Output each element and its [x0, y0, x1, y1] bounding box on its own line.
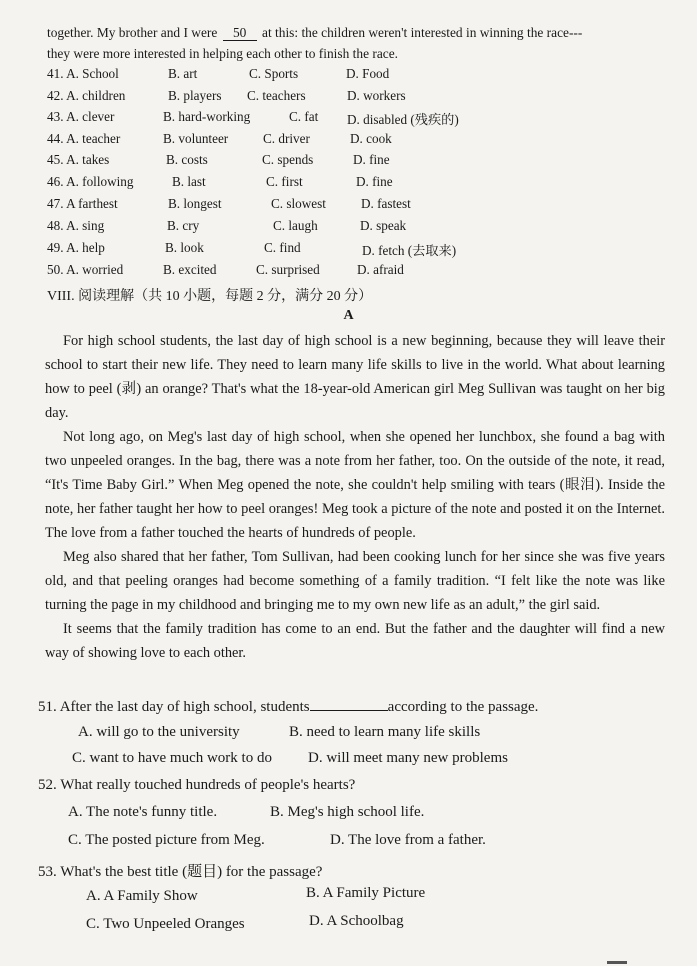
- answer-option-c: C. want to have much work to do: [72, 750, 272, 766]
- option-row-49: [0, 240, 697, 260]
- option-b: B. last: [172, 174, 206, 189]
- answer-option-d: D. A Schoolbag: [309, 913, 404, 929]
- option-d: D. fetch (去取来): [362, 243, 457, 258]
- option-c: C. fat: [289, 109, 319, 124]
- passage-body: [45, 329, 665, 665]
- answer-option-b: B. A Family Picture: [306, 885, 426, 901]
- question-52: [38, 777, 355, 794]
- passage-heading: A: [343, 308, 354, 323]
- option-row-45: [0, 152, 697, 172]
- question-number: 46.: [47, 174, 64, 189]
- blank-50: 50: [223, 26, 257, 41]
- option-a: [47, 88, 125, 104]
- question-number: 47.: [47, 196, 64, 211]
- question-stem-pre: After the last day of high school, students: [59, 699, 310, 715]
- option-d: D. disabled (残疾的): [347, 112, 459, 127]
- passage-paragraph-2: Not long ago, on Meg's last day of high school, when she opened her lunchbox, she found a bag with two unpeeled oranges. In the bag, there was a note from her father, too. On the outside of the note, it read, “It's Time Baby Girl.” When Meg opened the note, she couldn't help smiling with tears (眼泪). Inside the note, her father taught her how to peel oranges! Meg took a picture of the note and posted it on the Internet. The love from a father touched the hearts of hundreds of people.: [45, 429, 665, 541]
- option-b: B. volunteer: [163, 131, 229, 146]
- option-row-43: [0, 109, 697, 129]
- option-c: C. Sports: [249, 66, 299, 81]
- option-row-48: [0, 218, 697, 238]
- answer-option-a: A. A Family Show: [86, 888, 198, 904]
- answer-option-c: C. Two Unpeeled Oranges: [86, 916, 245, 932]
- option-row-41: [0, 66, 697, 86]
- option-c: C. find: [264, 240, 301, 255]
- option-b: B. look: [165, 240, 204, 255]
- option-a: [47, 196, 118, 212]
- passage-paragraph-4: It seems that the family tradition has come to an end. But the father and the daughter will find a new way of showing love to each other.: [45, 621, 665, 661]
- option-text: A. School: [66, 66, 119, 81]
- passage-paragraph-1: For high school students, the last day of high school is a new beginning, because they will leave their school to start their new life. They need to learn many life skills to live in the world. What about learning how to peel (剥) an orange? That's what the 18-year-old American girl Meg Sullivan was taught on her big day.: [45, 333, 665, 421]
- option-d: D. fine: [353, 152, 390, 167]
- option-text: A. takes: [66, 152, 110, 167]
- option-a: [47, 262, 123, 278]
- answer-option-a: A. The note's funny title.: [68, 804, 218, 820]
- option-d: D. workers: [347, 88, 406, 103]
- option-text: A farthest: [66, 196, 118, 211]
- option-a: [47, 152, 109, 168]
- section-title: VIII. 阅读理解（共 10 小题，每题 2 分，满分 20 分）: [47, 289, 373, 304]
- option-row-47: [0, 196, 697, 216]
- option-c: C. spends: [262, 152, 314, 167]
- option-c: C. first: [266, 174, 303, 189]
- question-stem-post: according to the passage.: [387, 699, 539, 715]
- option-d: D. fastest: [361, 196, 411, 211]
- option-c: C. teachers: [247, 88, 306, 103]
- option-row-46: [0, 174, 697, 194]
- question-number: 50.: [47, 262, 64, 277]
- question-53: [38, 860, 322, 881]
- question-number: 45.: [47, 152, 64, 167]
- option-b: B. cry: [167, 218, 200, 233]
- option-text: A. children: [66, 88, 126, 103]
- option-row-44: [0, 131, 697, 151]
- intro-line-1: [47, 24, 582, 42]
- option-a: [47, 131, 120, 147]
- answer-option-c: C. The posted picture from Meg.: [68, 832, 265, 848]
- question-number: 41.: [47, 66, 64, 81]
- answer-option-b: B. Meg's high school life.: [270, 804, 425, 820]
- option-c: C. surprised: [256, 262, 320, 277]
- answer-option-d: D. will meet many new problems: [308, 750, 508, 766]
- option-b: B. costs: [166, 152, 208, 167]
- question-number: 49.: [47, 240, 64, 255]
- option-d: D. cook: [350, 131, 392, 146]
- option-text: A. clever: [66, 109, 115, 124]
- option-row-50: [0, 262, 697, 282]
- option-c: C. slowest: [271, 196, 326, 211]
- passage-paragraph-3: Meg also shared that her father, Tom Sullivan, had been cooking lunch for her since she was five years old, and that peeling oranges had become something of a family tradition. “I felt like the note was like turning the page in my childhood and bringing me to my own new life as an adult,” the girl said.: [45, 549, 665, 613]
- option-b: B. art: [168, 66, 198, 81]
- option-row-42: [0, 88, 697, 108]
- question-51: [38, 698, 538, 716]
- option-b: B. excited: [163, 262, 217, 277]
- intro-text-pre: together. My brother and I were: [47, 25, 218, 40]
- option-a: [47, 240, 105, 256]
- intro-text-post: at this: the children weren't interested in winning the race---: [262, 25, 583, 40]
- option-b: B. hard-working: [163, 109, 251, 124]
- question-number: 43.: [47, 109, 64, 124]
- question-number: 48.: [47, 218, 64, 233]
- question-stem: What really touched hundreds of people's hearts?: [60, 777, 356, 793]
- question-number: 44.: [47, 131, 64, 146]
- option-a: [47, 109, 114, 125]
- option-c: C. laugh: [273, 218, 318, 233]
- option-a: [47, 66, 119, 82]
- question-number: 51.: [38, 699, 57, 715]
- answer-blank: [310, 698, 388, 711]
- option-text: A. worried: [66, 262, 124, 277]
- question-stem: What's the best title (题目) for the passage?: [60, 864, 323, 880]
- option-b: B. players: [168, 88, 222, 103]
- question-number: 53.: [38, 864, 57, 880]
- question-number: 42.: [47, 88, 64, 103]
- option-text: A. teacher: [66, 131, 121, 146]
- option-text: A. following: [66, 174, 134, 189]
- intro-line-2: they were more interested in helping each other to finish the race.: [47, 46, 398, 61]
- answer-option-a: A. will go to the university: [78, 724, 240, 740]
- page-edge-mark: [607, 961, 627, 964]
- option-a: [47, 174, 133, 190]
- option-d: D. afraid: [357, 262, 404, 277]
- option-d: D. fine: [356, 174, 393, 189]
- option-text: A. sing: [66, 218, 105, 233]
- answer-option-b: B. need to learn many life skills: [289, 724, 481, 740]
- option-c: C. driver: [263, 131, 310, 146]
- option-d: D. Food: [346, 66, 390, 81]
- answer-option-d: D. The love from a father.: [330, 832, 486, 848]
- option-d: D. speak: [360, 218, 407, 233]
- option-text: A. help: [66, 240, 105, 255]
- option-a: [47, 218, 104, 234]
- question-number: 52.: [38, 777, 57, 793]
- option-b: B. longest: [168, 196, 222, 211]
